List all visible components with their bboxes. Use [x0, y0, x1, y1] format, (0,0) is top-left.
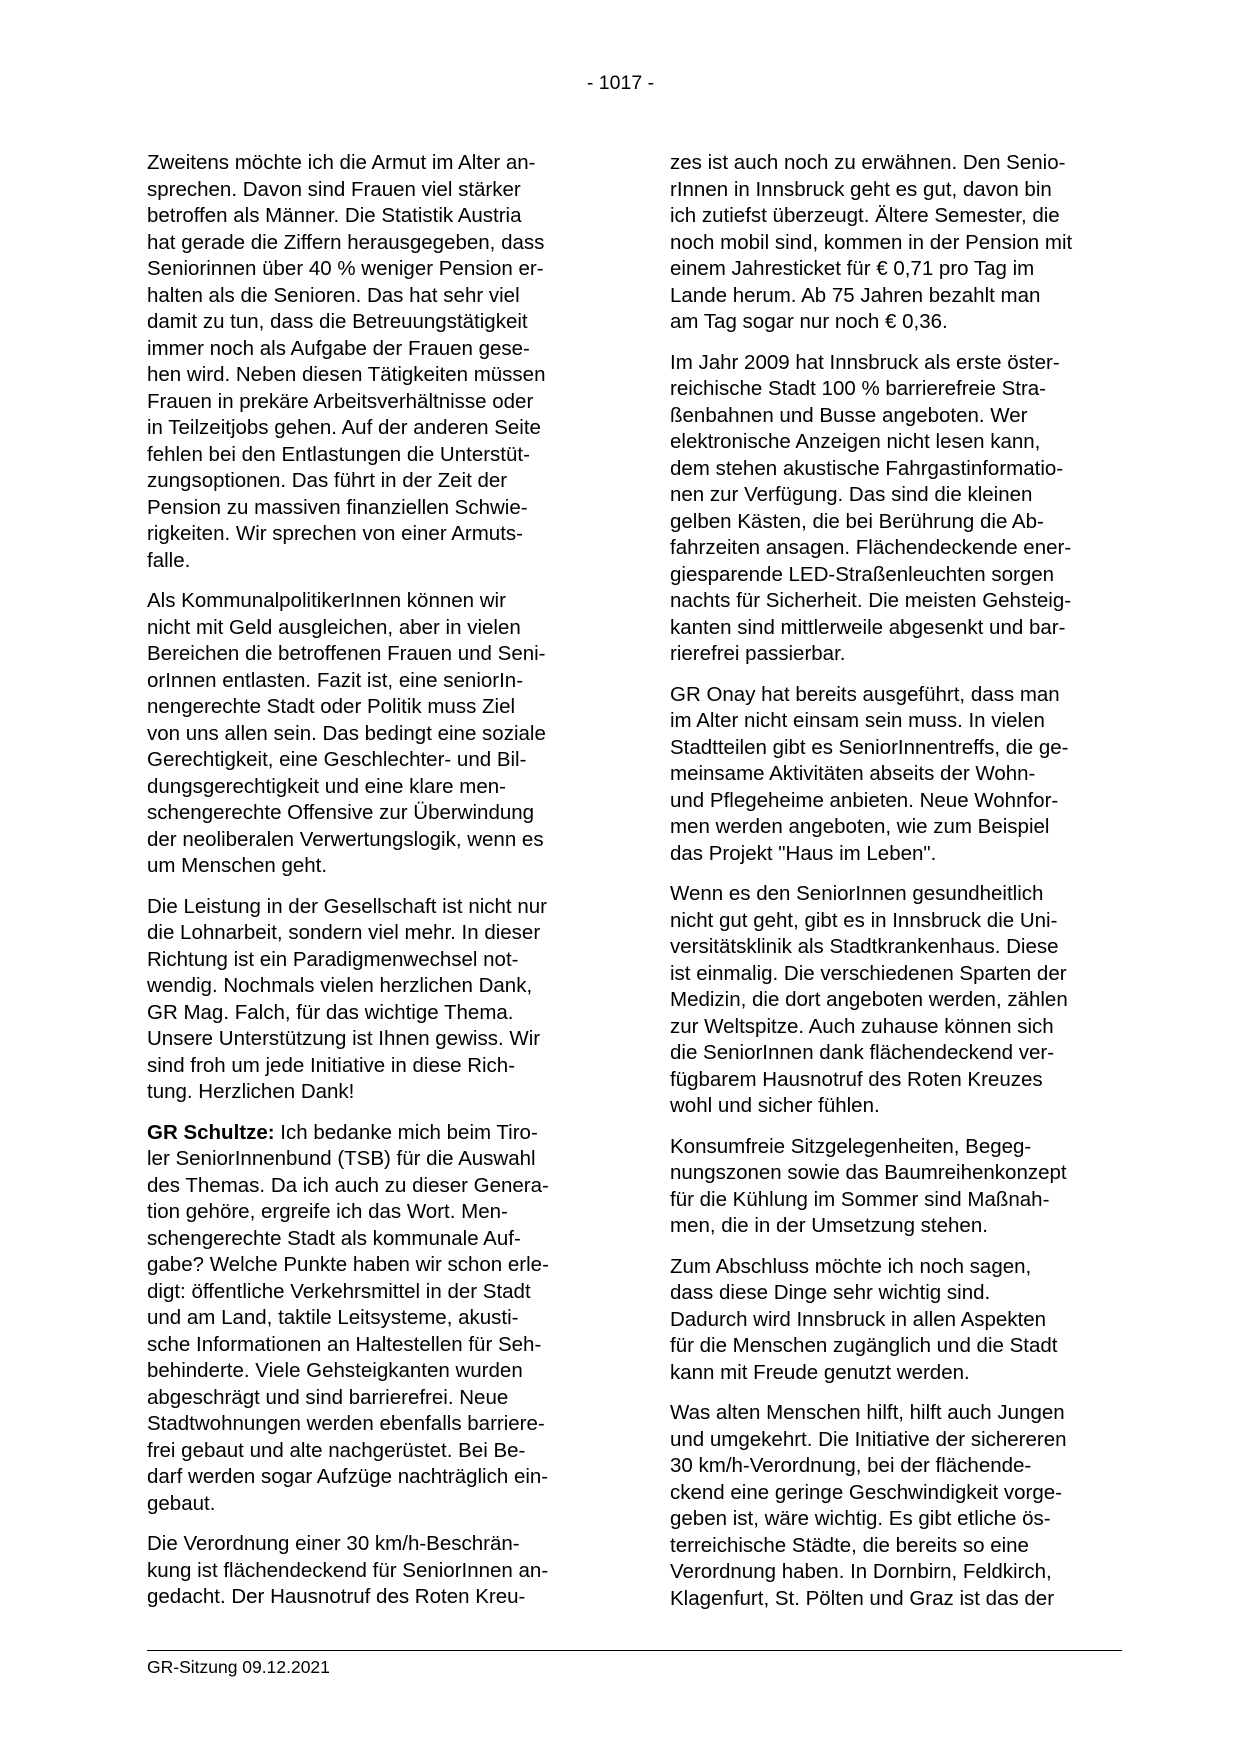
speaker-name: GR Schultze:: [147, 1120, 275, 1144]
page-number: - 1017 -: [586, 72, 655, 94]
speech-text: Ich bedanke mich beim Tiro- ler SeniorInnenbund (TSB) für die Auswahl des Themas. Da ich auch zu dieser Genera- tion gehöre, ergreife ich das Wort. Men- schengerechte Stadt als kommunale Auf- gabe? Welche Punkte haben wir schon erle- digt: öffentliche Verkehrsmittel in der Stadt und am Land, taktile Leitsysteme, akusti- sche Informationen an Haltestellen für Seh- behinderte. Viele Gehsteigkanten wurden abgeschrägt und sind barrierefrei. Neue Stadtwohnungen werden ebenfalls barriere- frei gebaut und alte nachgerüstet. Bei Be- darf werden sogar Aufzüge nachträglich ein- gebaut.: [147, 1120, 549, 1515]
right-column: [670, 150, 1114, 1626]
footer-text: GR-Sitzung 09.12.2021: [147, 1657, 330, 1677]
paragraph: Die Verordnung einer 30 km/h-Beschrän- kung ist flächendeckend für SeniorInnen an- gedacht. Der Hausnotruf des Roten Kreu-: [147, 1532, 549, 1608]
paragraph: zes ist auch noch zu erwähnen. Den Senio- rInnen in Innsbruck geht es gut, davon bin ich zutiefst überzeugt. Ältere Semester, die noch mobil sind, kommen in der Pension mit einem Jahresticket für € 0,71 pro Tag im Lande herum. Ab 75 Jahren bezahlt man am Tag sogar nur noch € 0,36.: [670, 151, 1073, 333]
paragraph: Zweitens möchte ich die Armut im Alter an- sprechen. Davon sind Frauen viel stärker betroffen als Männer. Die Statistik Austria hat gerade die Ziffern herausgegeben, dass Seniorinnen über 40 % weniger Pension er- halten als die Senioren. Das hat sehr viel damit zu tun, dass die Betreuungstätigkeit immer noch als Aufgabe der Frauen gese- hen wird. Neben diesen Tätigkeiten müssen Frauen in prekäre Arbeitsverhältnisse oder in Teilzeitjobs gehen. Auf der anderen Seite fehlen bei den Entlastungen die Unterstüt- zungsoptionen. Das führt in der Zeit der Pension zu massiven finanziellen Schwie- rigkeiten. Wir sprechen von einer Armuts- falle.: [147, 151, 546, 572]
paragraph: Was alten Menschen hilft, hilft auch Jungen und umgekehrt. Die Initiative der sichereren 30 km/h-Verordnung, bei der flächende- ckend eine geringe Geschwindigkeit vorge- geben ist, wäre wichtig. Es gibt etliche ös- terreichische Städte, die bereits so eine Verordnung haben. In Dornbirn, Feldkirch, Klagenfurt, St. Pölten und Graz ist das der: [670, 1401, 1067, 1610]
paragraph: GR Onay hat bereits ausgeführt, dass man im Alter nicht einsam sein muss. In vielen Stadtteilen gibt es SeniorInnentreffs, die ge- meinsame Aktivitäten abseits der Wohn- und Pflegeheime anbieten. Neue Wohnfor- men werden angeboten, wie zum Beispiel das Projekt "Haus im Leben".: [670, 682, 1069, 865]
paragraph: Konsumfreie Sitzgelegenheiten, Begeg- nungszonen sowie das Baumreihenkonzept für die Kühlung im Sommer sind Maßnah- men, die in der Umsetzung stehen.: [670, 1134, 1067, 1237]
left-column: [147, 150, 591, 1625]
paragraph: Zum Abschluss möchte ich noch sagen, dass diese Dinge sehr wichtig sind. Dadurch wird Innsbruck in allen Aspekten für die Menschen zugänglich und die Stadt kann mit Freude genutzt werden.: [670, 1254, 1058, 1384]
footer-divider: [147, 1650, 1122, 1651]
paragraph: Im Jahr 2009 hat Innsbruck als erste öster- reichische Stadt 100 % barrierefreie Stra- ßenbahnen und Busse angeboten. Wer elektronische Anzeigen nicht lesen kann, dem stehen akustische Fahrgastinformatio- nen zur Verfügung. Das sind die kleinen gelben Kästen, die bei Berührung die Ab- fahrzeiten ansagen. Flächendeckende ener- giesparende LED-Straßenleuchten sorgen nachts für Sicherheit. Die meisten Gehsteig- kanten sind mittlerweile abgesenkt und bar- rierefrei passierbar.: [670, 350, 1072, 665]
paragraph: Die Leistung in der Gesellschaft ist nicht nur die Lohnarbeit, sondern viel mehr. In dieser Richtung ist ein Paradigmenwechsel not- wendig. Nochmals vielen herzlichen Dank, GR Mag. Falch, für das wichtige Thema. Unsere Unterstützung ist Ihnen gewiss. Wir sind froh um jede Initiative in diese Rich- tung. Herzlichen Dank!: [147, 894, 547, 1103]
paragraph: [147, 1120, 591, 1518]
paragraph: Als KommunalpolitikerInnen können wir nicht mit Geld ausgleichen, aber in vielen Bereichen die betroffenen Frauen und Seni- orInnen entlasten. Fazit ist, eine seniorIn- nengerechte Stadt oder Politik muss Ziel von uns allen sein. Das bedingt eine soziale Gerechtigkeit, eine Geschlechter- und Bil- dungsgerechtigkeit und eine klare men- schengerechte Offensive zur Überwindung der neoliberalen Verwertungslogik, wenn es um Menschen geht.: [147, 589, 546, 877]
paragraph: Wenn es den SeniorInnen gesundheitlich nicht gut geht, gibt es in Innsbruck die Uni- versitätsklinik als Stadtkrankenhaus. Diese ist einmalig. Die verschiedenen Sparten der Medizin, die dort angeboten werden, zählen zur Weltspitze. Auch zuhause können sich die SeniorInnen dank flächendeckend ver- fügbarem Hausnotruf des Roten Kreuzes wohl und sicher fühlen.: [670, 882, 1068, 1117]
